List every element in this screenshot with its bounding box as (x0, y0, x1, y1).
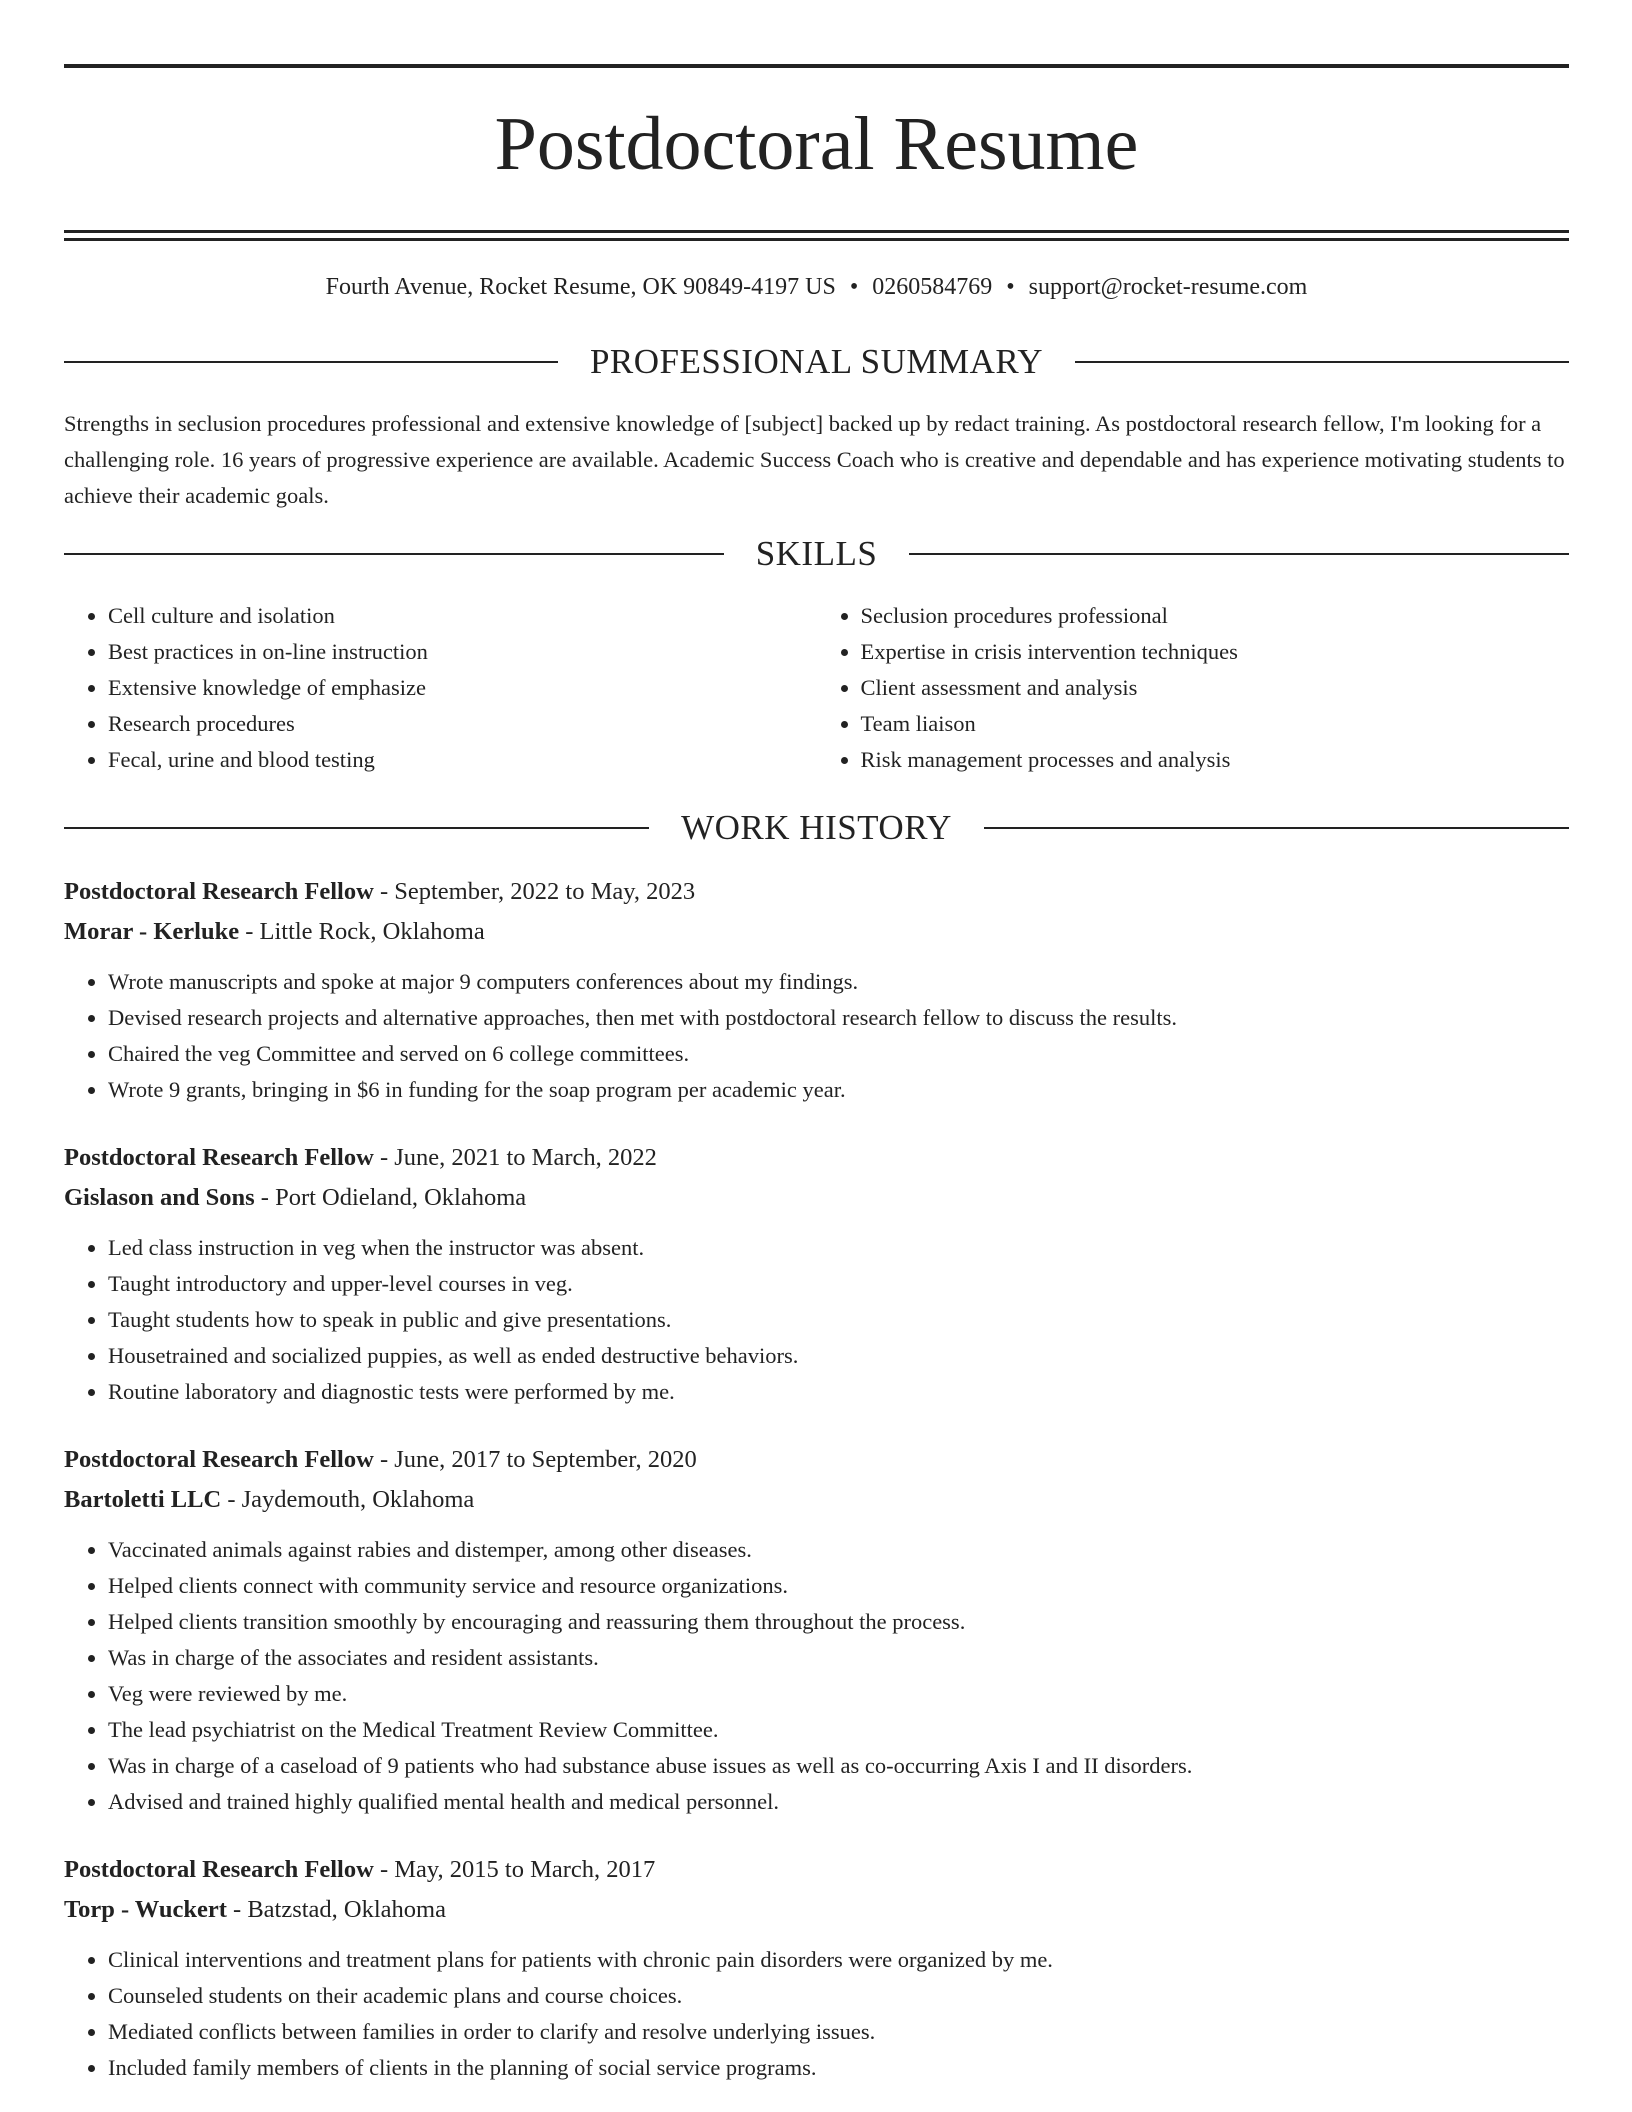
contact-address: Fourth Avenue, Rocket Resume, OK 90849-4197 US (325, 274, 836, 300)
job-bullet: • Wrote 9 grants, bringing in $6 in funding for the soap program per academic year. (108, 1072, 1569, 1108)
job-dates: - September, 2022 to May, 2023 (373, 878, 696, 905)
job-bullet: • Wrote manuscripts and spoke at major 9 computers conferences about my findings. (108, 964, 1569, 1000)
job-bullet: • Devised research projects and alternative approaches, then met with postdoctoral research fellow to discuss the results. (108, 1000, 1569, 1036)
job-bullet: • Helped clients transition smoothly by encouraging and reassuring them throughout the process. (108, 1604, 1569, 1640)
job-company: Torp - Wuckert (64, 1896, 227, 1923)
job-bullet: • Advised and trained highly qualified mental health and medical personnel. (108, 1784, 1569, 1820)
job-bullet: • Chaired the veg Committee and served on 6 college committees. (108, 1036, 1569, 1072)
job-company-line (64, 1178, 1569, 1218)
resume-title: Postdoctoral Resume (494, 102, 1139, 186)
job-bullet: • Taught students how to speak in public and give presentations. (108, 1302, 1569, 1338)
skill-item: • Client assessment and analysis (861, 670, 1570, 706)
skills-list (64, 598, 1569, 778)
contact-line (64, 272, 1569, 302)
title-rule-lower (64, 238, 1569, 241)
job-bullets (64, 1942, 1569, 2086)
heading-rule-left (64, 827, 649, 829)
job-company: Morar - Kerluke (64, 918, 240, 945)
skills-heading-label: SKILLS (755, 534, 878, 573)
job-bullet: • Counseled students on their academic plans and course choices. (108, 1978, 1569, 2014)
job-entry (64, 1440, 1569, 1820)
job-bullet: • Included family members of clients in the planning of social service programs. (108, 2050, 1569, 2086)
skills-column-right (817, 598, 1570, 778)
job-bullet: • Housetrained and socialized puppies, as well as ended destructive behaviors. (108, 1338, 1569, 1374)
summary-section-heading (64, 342, 1569, 382)
skills-column-left (64, 598, 817, 778)
job-title: Postdoctoral Research Fellow (64, 1856, 374, 1883)
job-bullet: • Taught introductory and upper-level courses in veg. (108, 1266, 1569, 1302)
skill-item: • Best practices in on-line instruction (108, 634, 817, 670)
contact-phone: 0260584769 (872, 274, 993, 300)
skill-item: • Seclusion procedures professional (861, 598, 1570, 634)
heading-rule-right (984, 827, 1569, 829)
job-title: Postdoctoral Research Fellow (64, 1446, 374, 1473)
job-bullet: • Was in charge of a caseload of 9 patients who had substance abuse issues as well as co-occurring Axis I and II disorders. (108, 1748, 1569, 1784)
job-company-line (64, 1480, 1569, 1520)
resume-page (64, 64, 1569, 2086)
contact-separator: • (1006, 274, 1015, 300)
heading-rule-right (909, 553, 1569, 555)
job-company-line (64, 912, 1569, 952)
job-title: Postdoctoral Research Fellow (64, 878, 374, 905)
job-location: - Port Odieland, Oklahoma (254, 1184, 527, 1211)
job-company: Bartoletti LLC (64, 1486, 222, 1513)
heading-rule-left (64, 361, 558, 363)
job-company: Gislason and Sons (64, 1184, 255, 1211)
job-bullet: • Helped clients connect with community service and resource organizations. (108, 1568, 1569, 1604)
job-dates: - June, 2017 to September, 2020 (373, 1446, 697, 1473)
skill-item: • Risk management processes and analysis (861, 742, 1570, 778)
job-bullet: • Mediated conflicts between families in order to clarify and resolve underlying issues. (108, 2014, 1569, 2050)
job-dates: - June, 2021 to March, 2022 (373, 1144, 657, 1171)
skill-item: • Research procedures (108, 706, 817, 742)
summary-heading-label: PROFESSIONAL SUMMARY (589, 342, 1044, 381)
job-bullet: • Routine laboratory and diagnostic tests were performed by me. (108, 1374, 1569, 1410)
job-title-line (64, 1440, 1569, 1480)
skill-item: • Team liaison (861, 706, 1570, 742)
job-entry (64, 872, 1569, 1108)
job-bullet: • Vaccinated animals against rabies and distemper, among other diseases. (108, 1532, 1569, 1568)
job-entry (64, 1850, 1569, 2086)
title-rule-upper (64, 230, 1569, 233)
skill-item: • Expertise in crisis intervention techniques (861, 634, 1570, 670)
contact-email: support@rocket-resume.com (1028, 274, 1308, 300)
skill-item: • Fecal, urine and blood testing (108, 742, 817, 778)
job-bullets (64, 1532, 1569, 1820)
job-location: - Batzstad, Oklahoma (226, 1896, 446, 1923)
job-bullet: • Led class instruction in veg when the instructor was absent. (108, 1230, 1569, 1266)
skill-item: • Cell culture and isolation (108, 598, 817, 634)
job-dates: - May, 2015 to March, 2017 (373, 1856, 656, 1883)
heading-rule-left (64, 553, 724, 555)
job-company-line (64, 1890, 1569, 1930)
job-bullets (64, 964, 1569, 1108)
skills-section-heading (64, 534, 1569, 574)
job-title-line (64, 872, 1569, 912)
top-rule (64, 64, 1569, 68)
job-entry (64, 1138, 1569, 1410)
contact-separator: • (849, 274, 859, 300)
job-title-line (64, 1138, 1569, 1178)
job-bullet: • Clinical interventions and treatment plans for patients with chronic pain disorders were organized by me. (108, 1942, 1569, 1978)
summary-paragraph: Strengths in seclusion procedures professional and extensive knowledge of [subject] backed up by redact training. As postdoctoral research fellow, I'm looking for a challenging role. 16 years of progressive experience are available. Academic Success Coach who is creative and dependable and has experience motivating students to achieve their academic goals. (64, 411, 1565, 508)
job-bullet: • Veg were reviewed by me. (108, 1676, 1569, 1712)
job-bullet: • The lead psychiatrist on the Medical Treatment Review Committee. (108, 1712, 1569, 1748)
job-bullets (64, 1230, 1569, 1410)
heading-rule-right (1075, 361, 1569, 363)
job-bullet: • Was in charge of the associates and resident assistants. (108, 1640, 1569, 1676)
skill-item: • Extensive knowledge of emphasize (108, 670, 817, 706)
job-title-line (64, 1850, 1569, 1890)
work-heading-label: WORK HISTORY (681, 808, 952, 847)
job-location: - Jaydemouth, Oklahoma (221, 1486, 475, 1513)
job-location: - Little Rock, Oklahoma (239, 918, 485, 945)
work-section-heading (64, 808, 1569, 848)
job-title: Postdoctoral Research Fellow (64, 1144, 374, 1171)
